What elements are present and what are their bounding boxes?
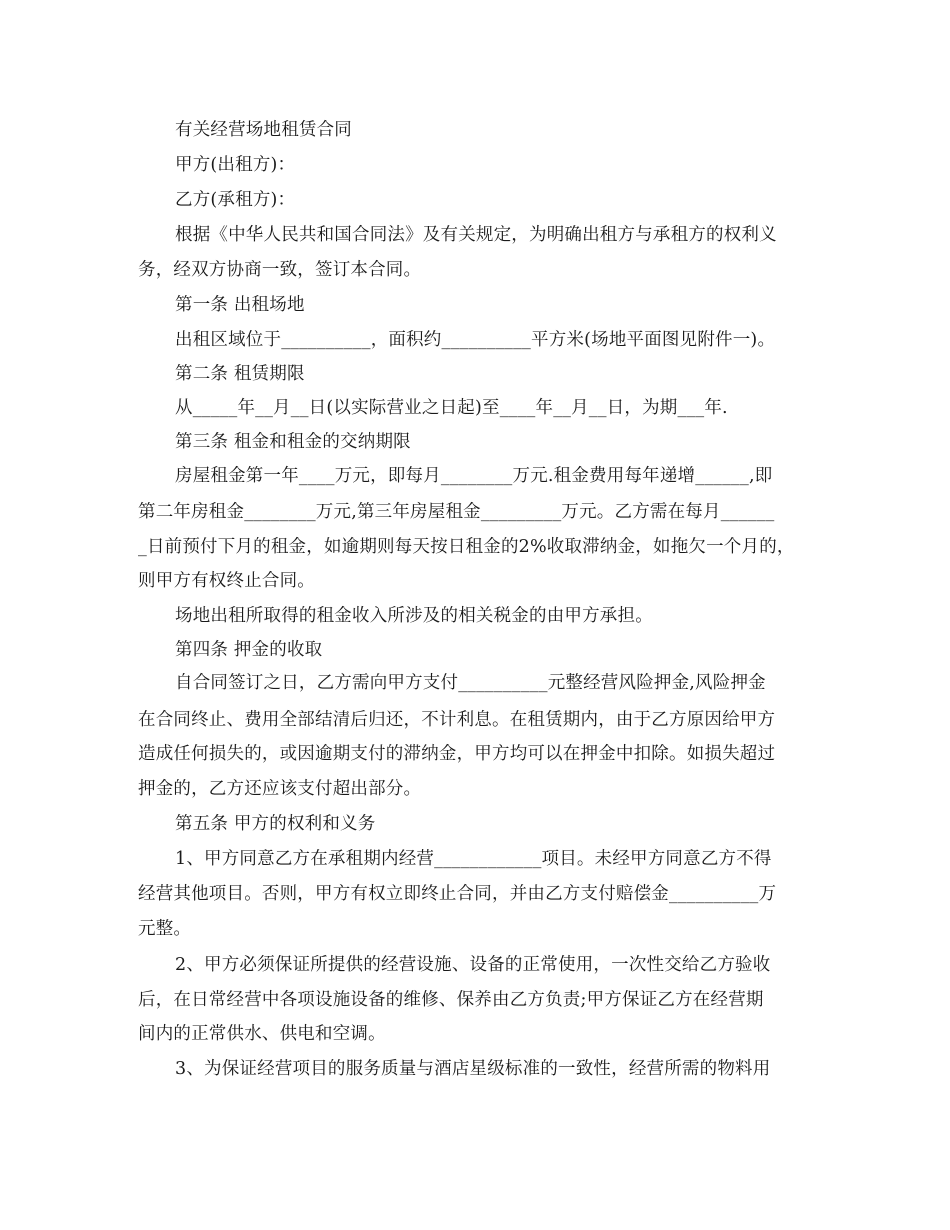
article-5-item-2-line-2: 后，在日常经营中各项设施设备的维修、保养由乙方负责;甲方保证乙方在经营期	[138, 990, 764, 1010]
article-4-text-line-3: 造成任何损失的，或因逾期支付的滞纳金，甲方均可以在押金中扣除。如损失超过	[138, 744, 776, 764]
article-4-text-line-2: 在合同终止、费用全部结清后归还，不计利息。在租赁期内，由于乙方原因给甲方	[138, 710, 776, 730]
party-a-label: 甲方(出租方)：	[175, 155, 296, 175]
article-3-text-line-4: 则甲方有权终止合同。	[138, 571, 315, 591]
article-2-text: 从_____年__月__日(以实际营业之日起)至____年__月__日，为期___年.	[175, 398, 728, 418]
article-5-item-1-line-1: 1、甲方同意乙方在承租期内经营____________项目。未经甲方同意乙方不得	[175, 849, 772, 869]
article-5-item-3-line-1: 3、为保证经营项目的服务质量与酒店星级标准的一致性，经营所需的物料用	[175, 1059, 771, 1079]
article-3-tax-note: 场地出租所取得的租金收入所涉及的相关税金的由甲方承担。	[175, 606, 653, 626]
contract-title: 有关经营场地租赁合同	[175, 120, 352, 140]
article-3-text-line-1: 房屋租金第一年____万元，即每月________万元.租金费用每年递增______,即	[175, 466, 773, 486]
article-5-item-1-line-2: 经营其他项目。否则，甲方有权立即终止合同，并由乙方支付赔偿金__________万	[138, 884, 777, 904]
article-3-text-line-2: 第二年房租金________万元,第三年房屋租金_________万元。乙方需在每月______	[138, 502, 775, 522]
preamble-line-1: 根据《中华人民共和国合同法》及有关规定，为明确出租方与承租方的权利义	[175, 225, 777, 245]
article-4-text-line-4: 押金的，乙方还应该支付超出部分。	[138, 779, 422, 799]
article-5-heading: 第五条 甲方的权利和义务	[175, 814, 376, 834]
preamble-line-2: 务，经双方协商一致，签订本合同。	[138, 260, 422, 280]
article-2-heading: 第二条 租赁期限	[175, 364, 305, 384]
article-3-text-line-3: _日前预付下月的租金，如逾期则每天按日租金的2%收取滞纳金，如拖欠一个月的，	[138, 537, 795, 557]
article-5-item-2-line-1: 2、甲方必须保证所提供的经营设施、设备的正常使用，一次性交给乙方验收	[175, 955, 771, 975]
article-1-text: 出租区域位于__________，面积约__________平方米(场地平面图见附件一)。	[175, 330, 776, 350]
party-b-label: 乙方(承租方)：	[175, 190, 296, 210]
article-1-heading: 第一条 出租场地	[175, 295, 305, 315]
article-4-text-line-1: 自合同签订之日，乙方需向甲方支付__________元整经营风险押金,风险押金	[175, 673, 766, 693]
article-5-item-2-line-3: 间内的正常供水、供电和空调。	[138, 1024, 386, 1044]
article-3-heading: 第三条 租金和租金的交纳期限	[175, 432, 411, 452]
article-5-item-1-line-3: 元整。	[138, 919, 192, 939]
article-4-heading: 第四条 押金的收取	[175, 640, 323, 660]
